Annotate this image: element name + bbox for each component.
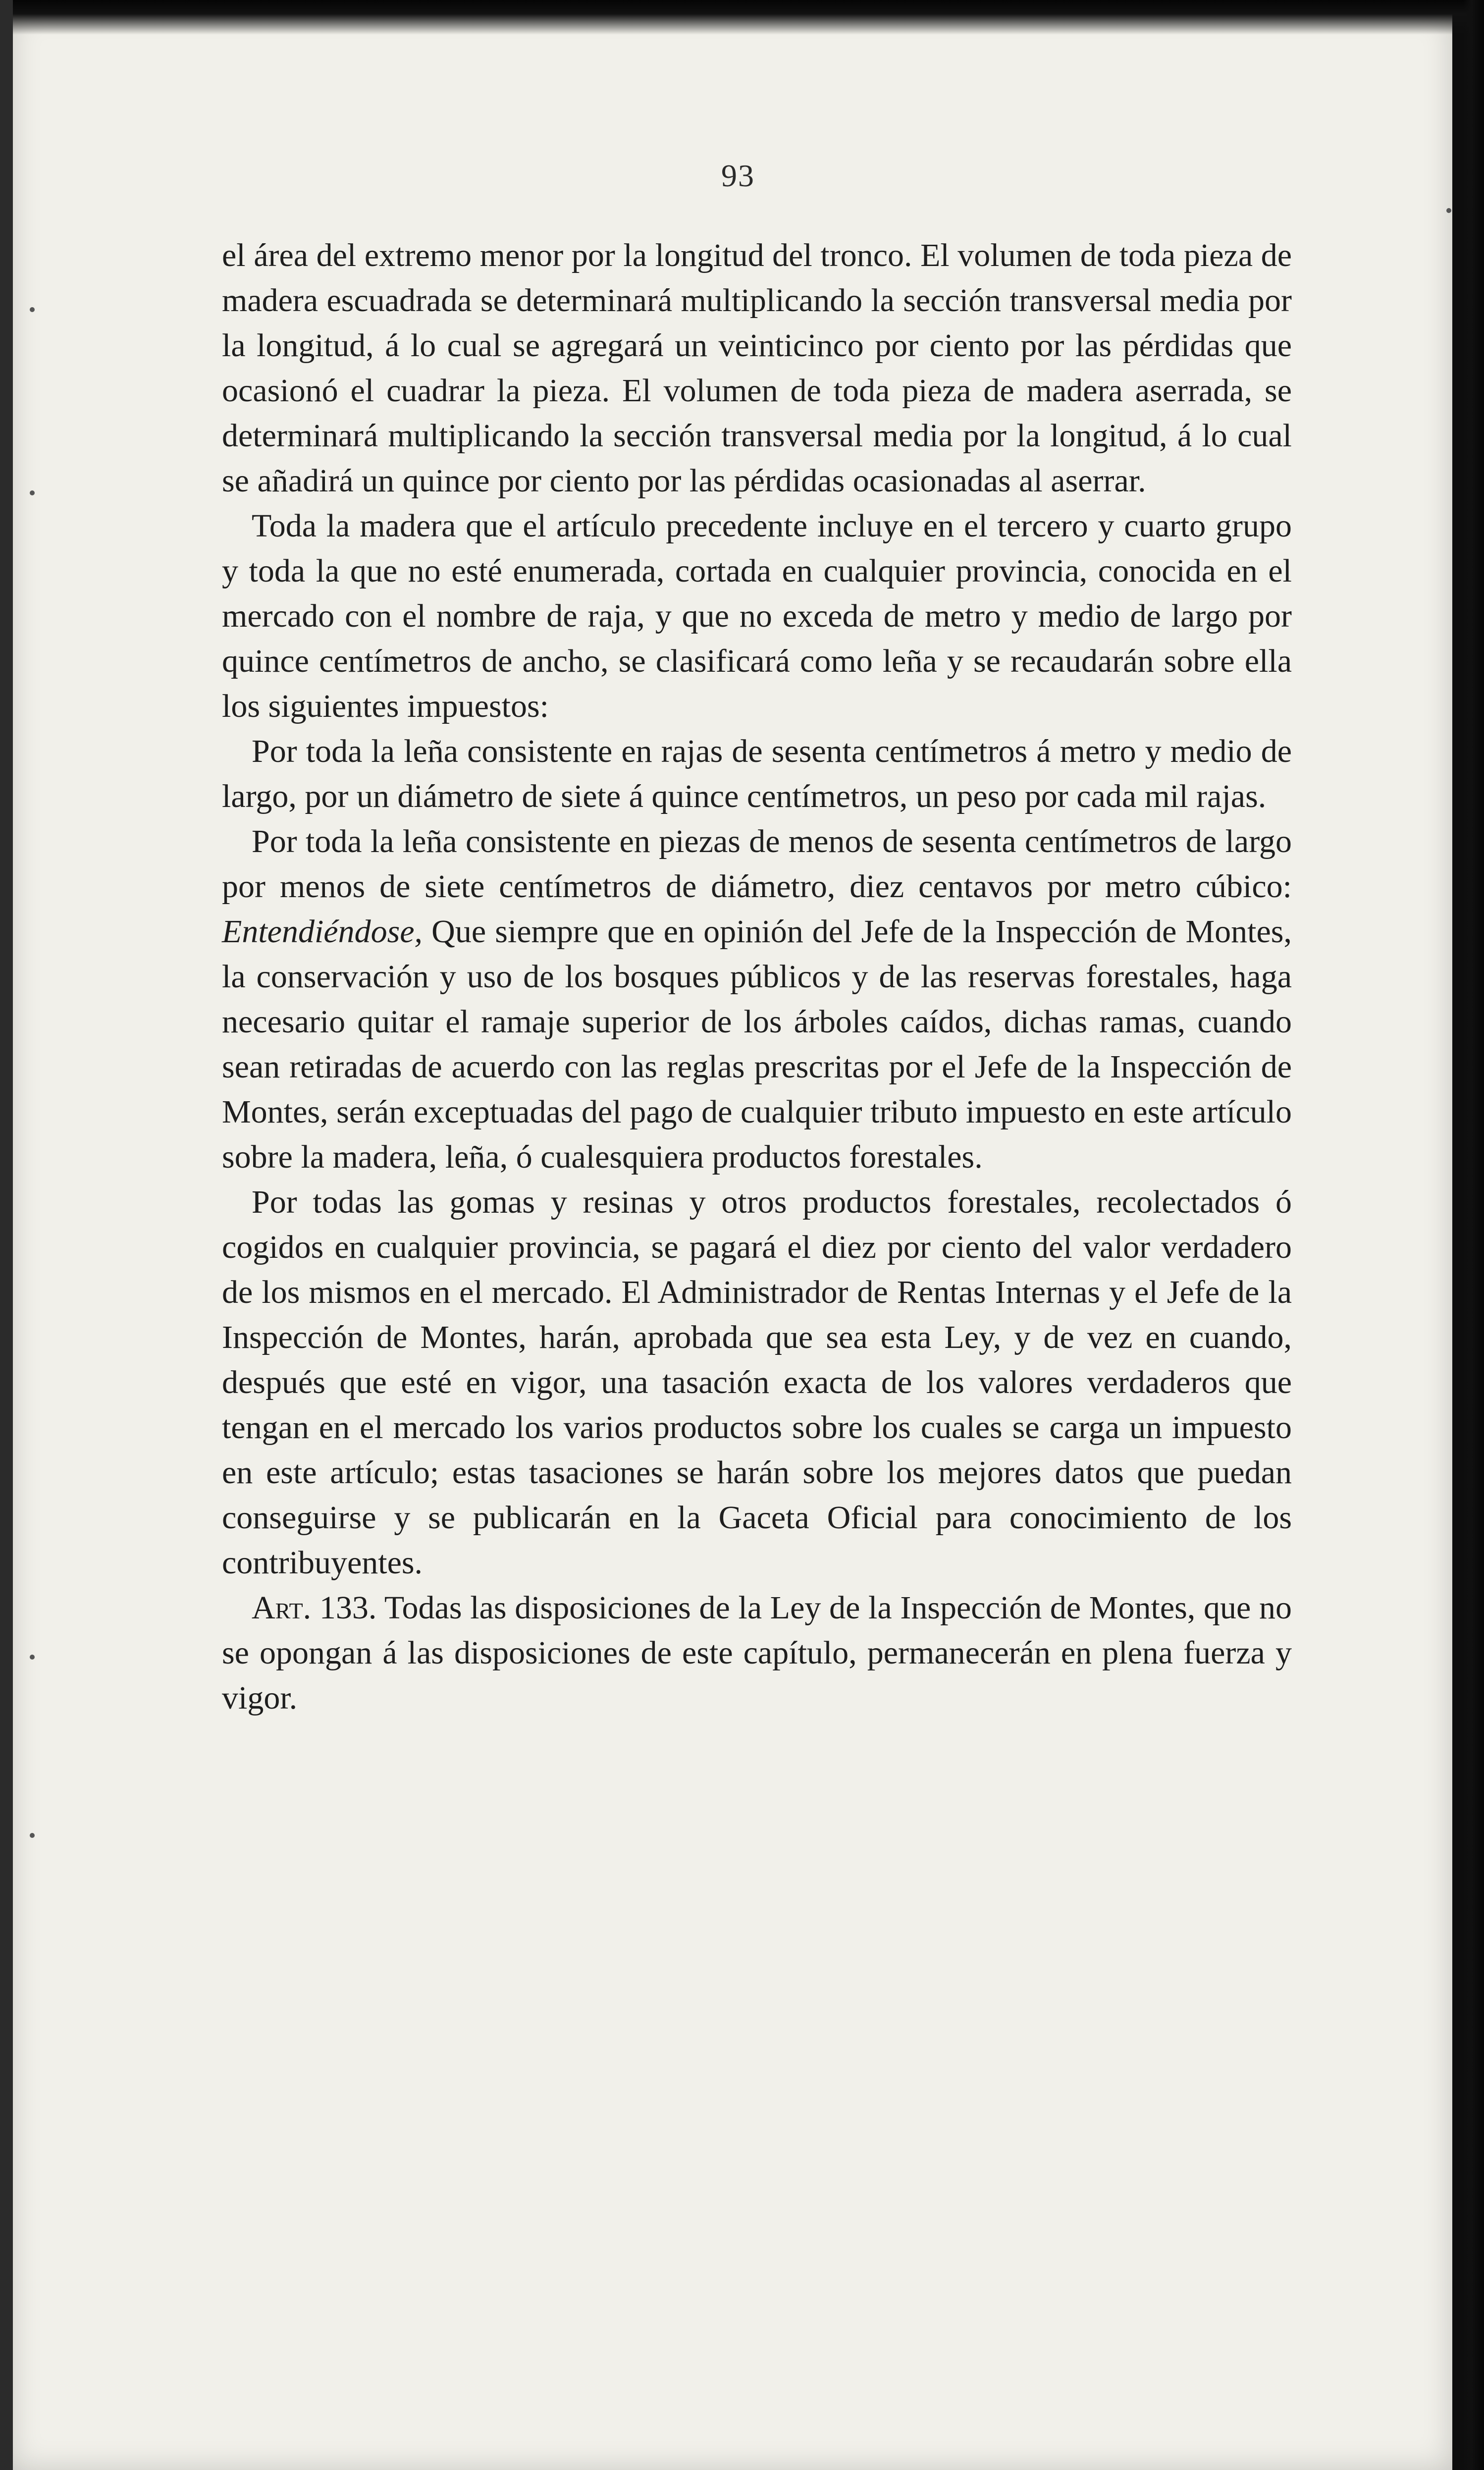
- margin-mark: [30, 490, 35, 495]
- text-run: el área del extremo menor por la longitud del tronco. El volumen de toda pieza de madera escuadrada se determinará multiplicando la sección transversal media por la longitud, á lo cual se agregará un veinticinco por ciento por las pérdidas que ocasionó el cuadrar la pieza.: [222, 237, 1292, 409]
- margin-mark: [30, 1833, 35, 1838]
- text-run: Por toda la leña consistente en piezas de menos de sesenta centímetros de largo por menos de siete centímetros de diámetro, diez centavos por metro cúbico:: [222, 823, 1292, 905]
- text-run: 133. Todas las disposiciones de la Ley de la Inspección de Montes, que no se opongan á las disposiciones de este capítulo, permanecerán en plena fuerza y vigor.: [222, 1590, 1292, 1716]
- text-run: Que siempre que en opinión del Jefe de la Inspección de Montes, la conservación y uso de los bosques públicos y de las reservas forestales, haga necesario quitar el ramaje superior de los árboles caídos, dichas ramas, cuando sean retiradas de acuerdo con las reglas prescritas por el Jefe de la Inspección de Montes, serán exceptuadas del pago de cualquier tributo impuesto en este artículo sobre la madera, leña, ó cualesquiera productos forestales.: [222, 913, 1292, 1175]
- margin-mark: [1446, 208, 1451, 213]
- text-run: El volumen de toda pieza de madera aserrada: [622, 373, 1244, 409]
- margin-mark: [30, 1655, 35, 1660]
- text-run: Toda la madera que el artículo precedente incluye en el tercero y cuarto grupo y toda la que no esté enumerada, cortada en cualquier provincia, conocida en el mercado con el nombre de raja, y que no exceda de metro y medio de largo por quince centímetros de ancho, se clasificará como leña y se recaudarán sobre ella los siguientes impuestos:: [222, 508, 1292, 724]
- page-number: 93: [721, 158, 755, 193]
- text-run-italic: Entendiéndose,: [222, 913, 423, 950]
- article-label: Art.: [252, 1590, 312, 1626]
- paragraph: [222, 1585, 1292, 1720]
- scan-edge-top: [0, 0, 1484, 35]
- paragraph: [222, 503, 1292, 729]
- page-body-text: [222, 233, 1292, 1720]
- margin-mark: [30, 307, 35, 312]
- scan-edge-left: [0, 0, 13, 2470]
- paragraph: [222, 729, 1292, 819]
- paragraph: [222, 819, 1292, 1180]
- paragraph: [222, 1180, 1292, 1585]
- text-run: , se determinará multiplicando la sección transversal media por la longitud, á lo cual se añadirá un quince por ciento por las pérdidas ocasionadas al aserrar.: [222, 373, 1292, 499]
- text-run: Por toda la leña consistente en rajas de sesenta centímetros á metro y medio de largo, por un diámetro de siete á quince centímetros, un peso por cada mil rajas.: [222, 733, 1292, 814]
- scan-edge-right: [1463, 0, 1484, 2470]
- paragraph: [222, 233, 1292, 503]
- text-run: Por todas las gomas y resinas y otros productos forestales, recolectados ó cogidos en cualquier provincia, se pagará el diez por ciento del valor verdadero de los mismos en el mercado. El Administrador de Rentas Internas y el Jefe de la Inspección de Montes, harán, aprobada que sea esta Ley, y de vez en cuando, después que esté en vigor, una tasación exacta de los valores verdaderos que tengan en el mercado los varios productos sobre los cuales se carga un impuesto en este artículo; estas tasaciones se harán sobre los mejores datos que puedan conseguirse y se publicarán en la Gaceta Oficial para conocimiento de los contribuyentes.: [222, 1184, 1292, 1581]
